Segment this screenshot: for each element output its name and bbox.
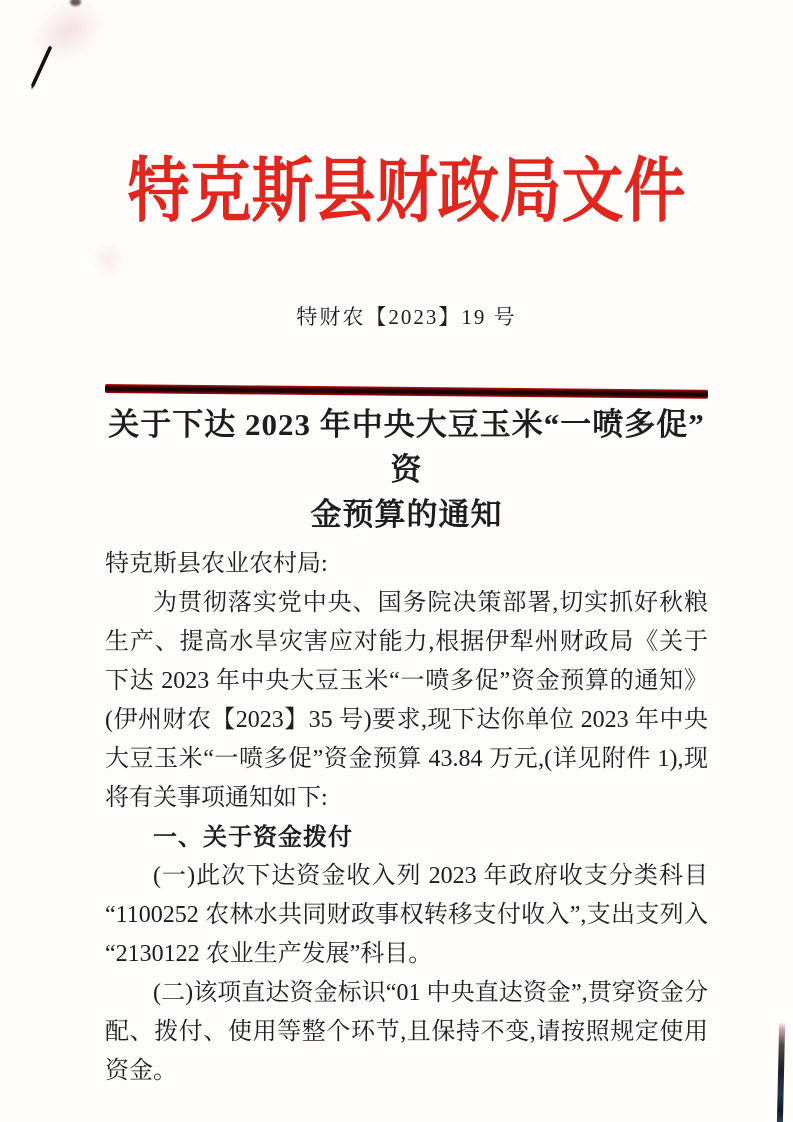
salutation: 特克斯县农业农村局:: [105, 551, 328, 578]
letterhead: [105, 153, 708, 231]
document-title: [105, 402, 708, 537]
letterhead-title: 特克斯县财政局文件: [127, 153, 686, 231]
doc-number: 特财农【2023】19 号: [296, 305, 517, 330]
document-title-line2: 金预算的通知: [310, 497, 503, 533]
document-content: [0, 153, 793, 1091]
red-divider-rule: [105, 384, 708, 399]
paragraph: (二)该项直达资金标识“01 中央直达资金”,贯穿资金分配、拨付、使用等整个环节,且保持不变,请按照规定使用资金。: [105, 980, 708, 1085]
ink-smudge: [92, 242, 126, 276]
pen-stroke-mark: [26, 44, 60, 96]
paragraph: 为贯彻落实党中央、国务院决策部署,切实抓好秋粮生产、提高水旱灾害应对能力,根据伊犁州财政局《关于下达 2023 年中央大豆玉米“一喷多促”资金预算的通知》(伊州财农【2023】35 号)要求,现下达你单位 2023 年中央大豆玉米“一喷多促”资金预算 43.84 万元,(详见附件 1),现将有关事项通知如下:: [105, 590, 708, 812]
document-title-line1: 关于下达 2023 年中央大豆玉米“一喷多促”资: [108, 407, 705, 488]
section-heading: 一、关于资金拨付: [153, 824, 353, 852]
document-body: [105, 545, 708, 1091]
paragraph: (一)此次下达资金收入列 2023 年政府收支分类科目“1100252 农林水共同财政事权转移支付收入”,支出支列入“2130122 农业生产发展”科目。: [105, 863, 708, 968]
scan-edge-streak: [777, 1022, 785, 1122]
